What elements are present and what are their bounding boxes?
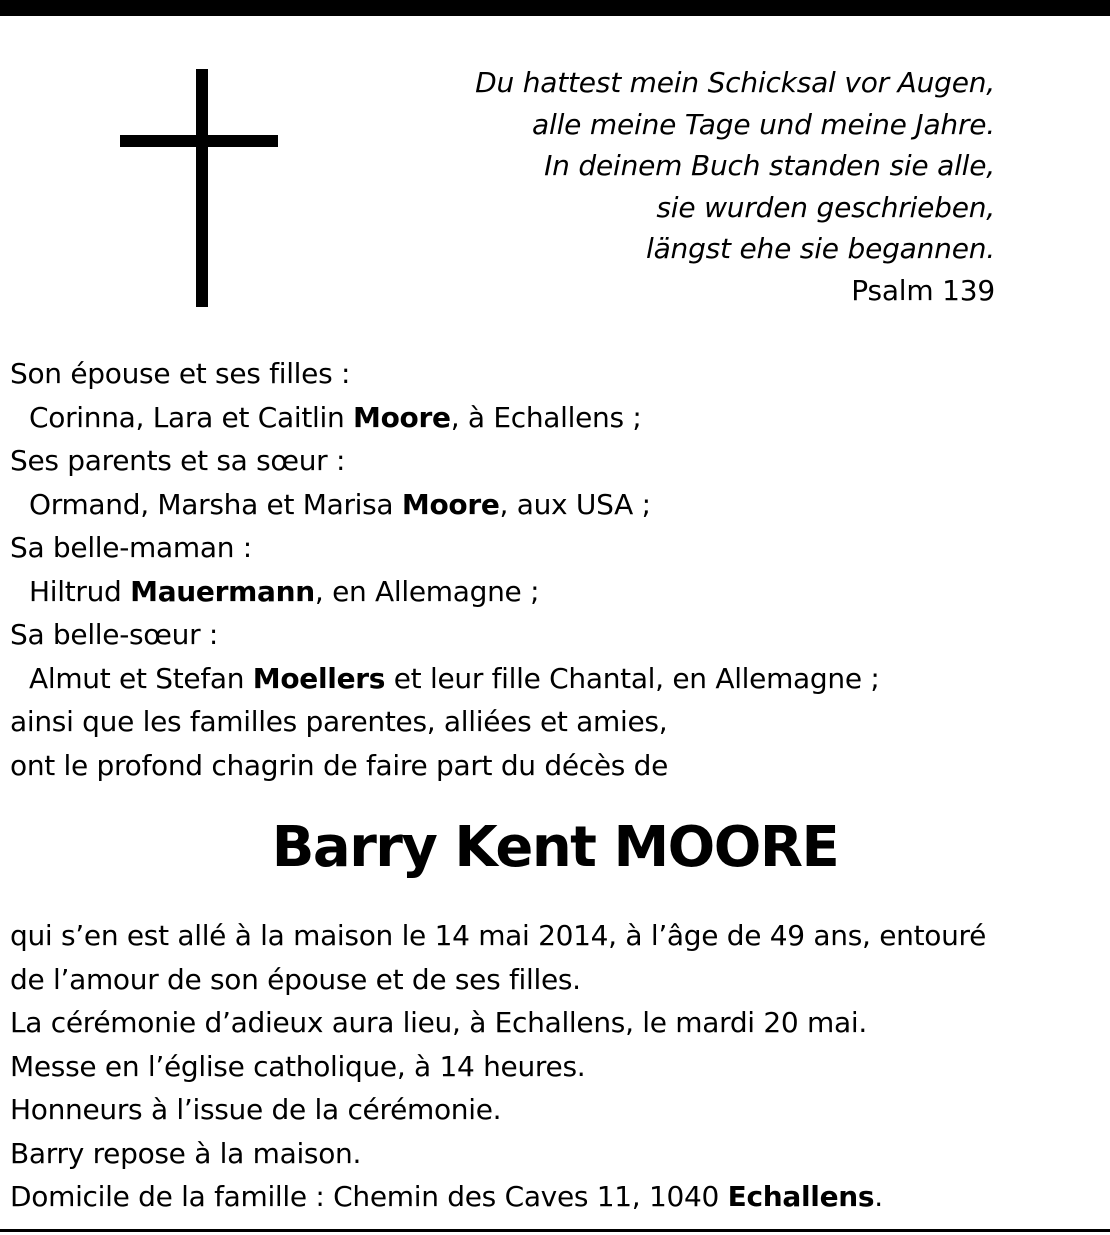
- ceremony-details: [10, 914, 1100, 1219]
- details-line: Messe en l’église catholique, à 14 heures.: [10, 1049, 586, 1083]
- family-members-parents-sister: Ormand, Marsha et Marisa Moore, aux USA ;: [29, 487, 651, 521]
- address-town: Echallens: [727, 1180, 875, 1213]
- details-line: qui s’en est allé à la maison le 14 mai 2014, à l’âge de 49 ans, entouré: [10, 919, 987, 952]
- psalm-quote: [375, 62, 995, 311]
- psalm-line: In deinem Buch standen sie alle,: [544, 149, 995, 182]
- details-line: Honneurs à l’issue de la cérémonie.: [10, 1093, 502, 1126]
- psalm-reference: Psalm 139: [851, 273, 995, 307]
- details-line: Barry repose à la maison.: [10, 1136, 362, 1170]
- bottom-rule: [0, 1229, 1110, 1232]
- surname: Moore: [353, 400, 451, 434]
- family-heading-sister-in-law: Sa belle-sœur :: [10, 618, 219, 651]
- family-address: Domicile de la famille : Chemin des Caves 11, 1040 Echallens.: [10, 1180, 883, 1213]
- family-members-mother-in-law: Hiltrud Mauermann, en Allemagne ;: [29, 574, 540, 608]
- psalm-line: alle meine Tage und meine Jahre.: [532, 107, 995, 141]
- details-line: La cérémonie d’adieux aura lieu, à Echallens, le mardi 20 mai.: [10, 1006, 867, 1039]
- top-rule: [0, 0, 1110, 16]
- family-members-sister-in-law: Almut et Stefan Moellers et leur fille Chantal, en Allemagne ;: [29, 661, 880, 695]
- family-heading-parents-sister: Ses parents et sa sœur :: [10, 444, 346, 477]
- family-heading-wife-daughters: Son épouse et ses filles :: [10, 357, 351, 390]
- details-line: de l’amour de son épouse et de ses filles.: [10, 962, 581, 996]
- psalm-line: Du hattest mein Schicksal vor Augen,: [475, 66, 995, 99]
- psalm-line: sie wurden geschrieben,: [656, 190, 995, 224]
- family-closing-line: ainsi que les familles parentes, alliées et amies,: [10, 705, 668, 738]
- surname: Moellers: [252, 661, 386, 695]
- family-announcement: [10, 352, 1100, 787]
- surname: Moore: [401, 487, 500, 521]
- family-members-wife-daughters: Corinna, Lara et Caitlin Moore, à Echallens ;: [29, 400, 642, 434]
- deceased-name: Barry Kent MOORE: [271, 815, 839, 880]
- family-heading-mother-in-law: Sa belle-maman :: [10, 531, 252, 564]
- surname: Mauermann: [130, 574, 315, 608]
- family-closing-line: ont le profond chagrin de faire part du décès de: [10, 748, 669, 782]
- cross-icon: [120, 69, 278, 307]
- psalm-line: längst ehe sie begannen.: [645, 232, 995, 265]
